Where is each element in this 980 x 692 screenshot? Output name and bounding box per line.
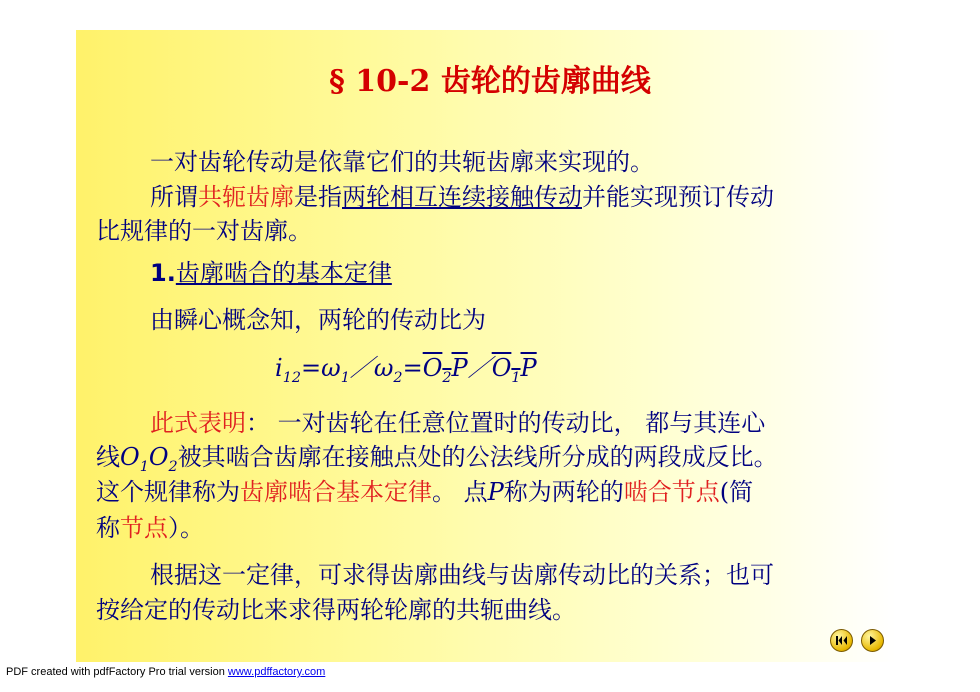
paragraph-4-line-2: 线$O_1O_2$被其啮合齿廓在接触点处的公法线所分成的两段成反比。 [96, 443, 778, 475]
slide-title: § 10-2 齿轮的齿廓曲线 [329, 64, 651, 99]
term-node: 节点 [120, 514, 168, 542]
previous-slide-button[interactable] [830, 629, 853, 652]
paragraph-5-line-2: 按给定的传动比来求得两轮轮廓的共轭曲线。 [96, 596, 576, 624]
paragraph-3: 由瞬心概念知，两轮的传动比为 [150, 306, 486, 334]
next-slide-button[interactable] [861, 629, 884, 652]
text: 是指 [294, 183, 342, 211]
footer-text: PDF created with pdfFactory Pro trial version [6, 666, 228, 678]
paragraph-4-line-3: 这个规律称为齿廓啮合基本定律。 点P称为两轮的啮合节点(简 [96, 478, 754, 506]
term-pitch-point: 啮合节点 [623, 478, 720, 506]
underlined-definition: 两轮相互连续接触传动 [342, 183, 582, 211]
term-basic-law: 齿廓啮合基本定律 [240, 478, 432, 506]
paragraph-5-line-1: 根据这一定律，可求得齿廓曲线与齿廓传动比的关系；也可 [150, 561, 774, 589]
term-conjugate-profile: 共轭齿廓 [198, 183, 294, 211]
text: 并能实现预订传动 [582, 183, 774, 211]
next-icon [867, 635, 878, 646]
paragraph-1: 一对齿轮传动是依靠它们的共轭齿廓来实现的。 [150, 148, 654, 176]
section-heading [150, 253, 392, 288]
text: ： 一对齿轮在任意位置时的传动比， 都与其连心 [246, 409, 766, 437]
paragraph-4-line-4: 称节点）。 [96, 514, 204, 542]
section-number: 1. [150, 259, 176, 287]
paragraph-4-line-1 [150, 403, 765, 438]
formula: $i_{12}=\omega_1/\omega_2=O_2P/O_1P$ [275, 354, 537, 386]
footer-link[interactable]: www.pdffactory.com [227, 666, 326, 678]
text: 此式表明 [150, 409, 246, 437]
pdf-footer [6, 666, 325, 678]
paragraph-2-line-1 [150, 177, 774, 212]
previous-icon [835, 635, 848, 646]
section-label: 齿廓啮合的基本定律 [175, 259, 392, 287]
paragraph-2-line-2: 比规律的一对齿廓。 [96, 217, 312, 245]
text: 所谓 [150, 183, 198, 211]
